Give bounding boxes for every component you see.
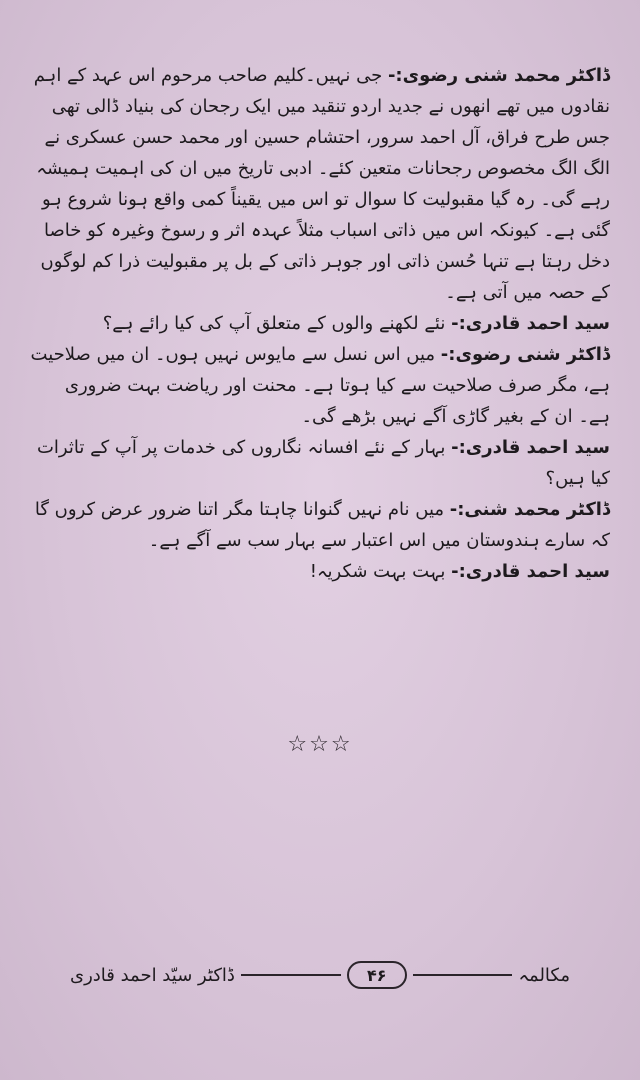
paragraph-text: جی نہیں۔کلیم صاحب مرحوم اس عہد کے اہم نقادوں میں تھے انھوں نے جدید اردو تنقید میں ایک رجحان کی بنیاد ڈالی تھی جس طرح فراق، آل احمد سرور، احتشام حسین اور محمد حسن عسکری نے الگ الگ مخصوص رجحانات متعین کئے۔ ادبی تاریخ میں ان کی اہمیت ہمیشہ رہے گی۔ رہ گیا مقبولیت کا سوال تو اس میں یقیناً کمی واقع ہونا شروع ہو گئی ہے۔ کیونکہ اس میں ذاتی اسباب مثلاً عہدہ اثر و رسوخ وغیرہ کو خاصا دخل رہتا ہے تنہا حُسن ذاتی اور جوہر ذاتی کے بل پر مقبولیت ذرا کم لوگوں کے حصہ میں آتی ہے۔ — [33, 65, 610, 303]
paragraph — [30, 494, 610, 556]
paragraph — [30, 60, 610, 308]
paragraph — [30, 432, 610, 494]
paragraph-text: بہت بہت شکریہ! — [309, 561, 452, 582]
speaker-name: ڈاکٹر محمد شنی رضوی:- — [387, 65, 610, 86]
section-ornament: ☆☆☆ — [287, 732, 353, 757]
speaker-name: ڈاکٹر شنی رضوی:- — [440, 344, 610, 365]
interview-text — [30, 60, 610, 587]
speaker-name: سید احمد قادری:- — [451, 437, 610, 458]
speaker-name: سید احمد قادری:- — [451, 561, 610, 582]
paragraph-text: بہار کے نئے افسانہ نگاروں کی خدمات پر آپ کے تاثرات کیا ہیں؟ — [36, 437, 610, 489]
paragraph-text: میں اس نسل سے مایوس نہیں ہوں۔ ان میں صلاحیت ہے، مگر صرف صلاحیت سے کیا ہوتا ہے۔ محنت اور ریاضت بہت ضروری ہے۔ ان کے بغیر گاڑی آگے نہیں بڑھے گی۔ — [30, 344, 610, 427]
footer-book-title: مکالمہ — [518, 964, 570, 986]
paragraph-text: نئے لکھنے والوں کے متعلق آپ کی کیا رائے ہے؟ — [102, 313, 452, 334]
paragraph — [30, 556, 610, 587]
page-footer — [70, 955, 570, 995]
paragraph — [30, 308, 610, 339]
speaker-name: ڈاکٹر محمد شنی:- — [449, 499, 610, 520]
footer-rule-left — [241, 974, 341, 976]
footer-rule-right — [413, 974, 513, 976]
speaker-name: سید احمد قادری:- — [451, 313, 610, 334]
footer-author: ڈاکٹر سیّد احمد قادری — [70, 964, 235, 986]
page-number: ۴۶ — [347, 961, 407, 989]
paragraph-text: میں نام نہیں گنوانا چاہتا مگر اتنا ضرور عرض کروں گا کہ سارے ہندوستان میں اس اعتبار سے بہار سب سے آگے ہے۔ — [34, 499, 610, 551]
paragraph — [30, 339, 610, 432]
